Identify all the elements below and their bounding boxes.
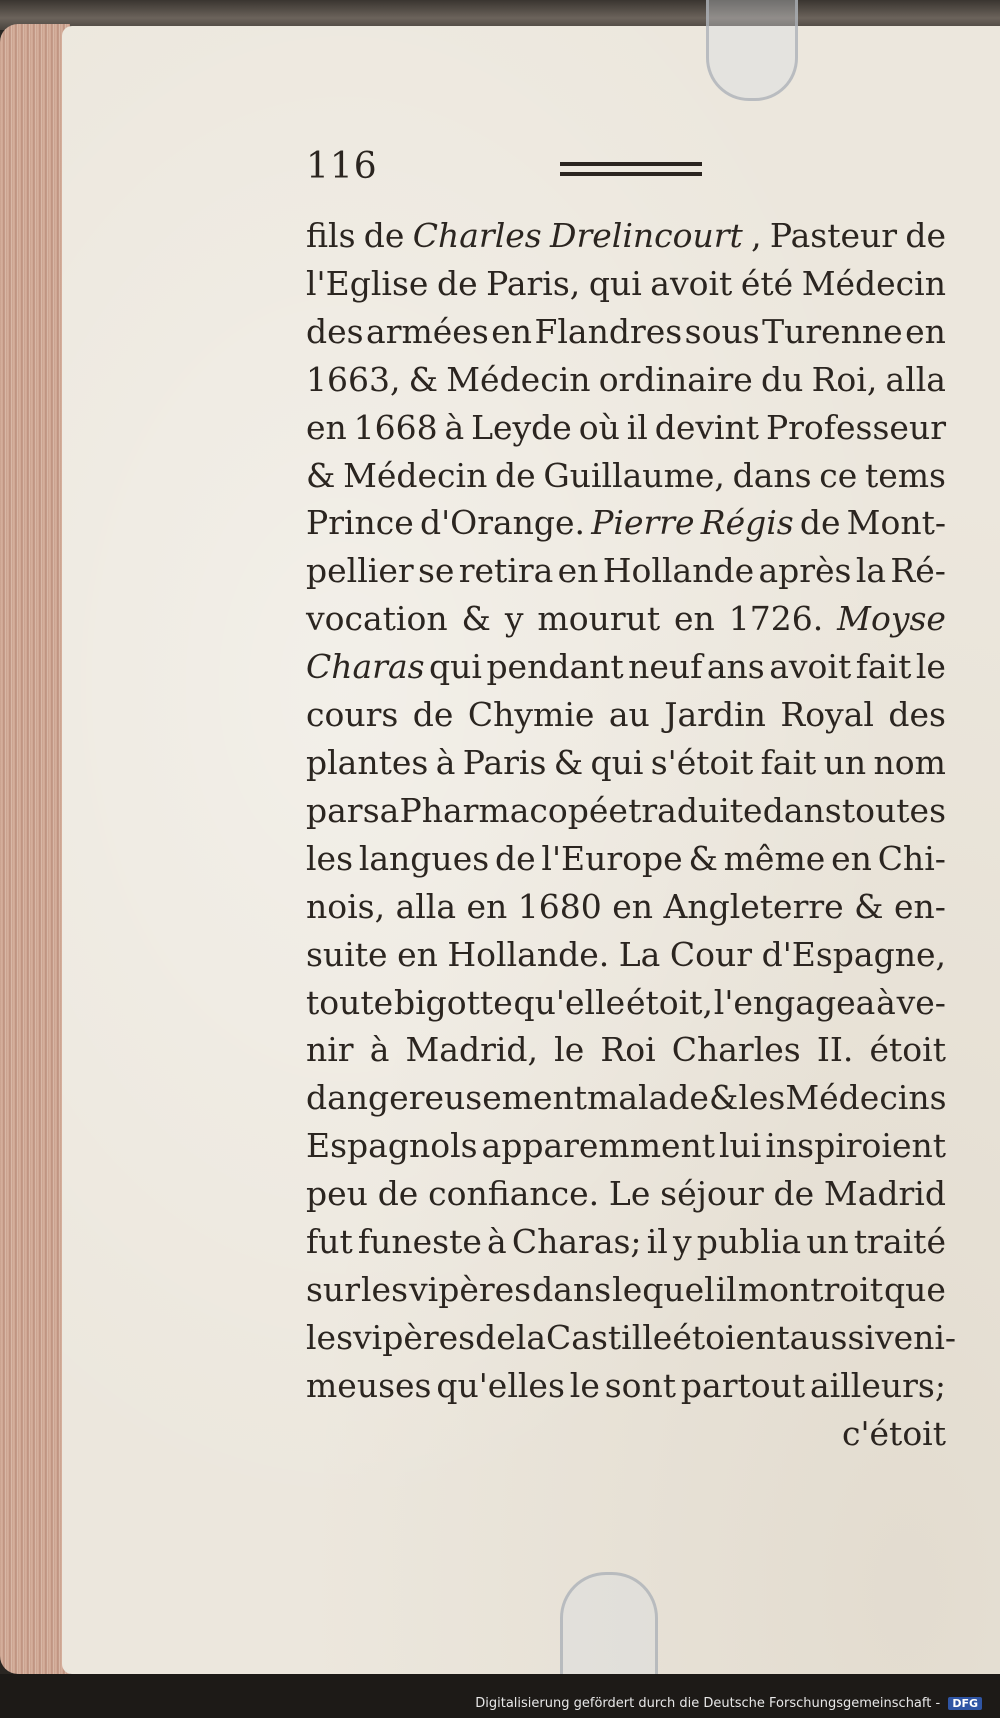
text-word: fils [306,216,356,255]
footer-credit [475,1696,982,1711]
text-word: à [435,742,456,782]
text-word: qu'elle [513,982,626,1022]
text-word: ordinaire [598,359,753,399]
text-word: Charas; [511,1222,642,1262]
text-word: alla [395,886,457,926]
text-word: les [306,1317,354,1357]
text-word: Paris [462,742,547,782]
text-word: Charas [306,647,425,687]
text-word: de [475,1317,516,1357]
header-ornament [560,162,702,176]
text-word: d'Espagne, [761,934,946,974]
text-word: Castille [546,1317,673,1357]
text-word: sont [604,1365,677,1405]
text-word: de [905,216,946,255]
text-word: traité [853,1222,946,1262]
text-word: Chi- [877,838,946,878]
text-word: fut [306,1222,353,1262]
text-word: montroit [737,1269,883,1309]
text-line [306,308,946,356]
text-word: Professeur [765,407,946,447]
text-word: veni- [874,1317,957,1357]
text-line [306,643,946,691]
text-word: même [723,838,826,878]
text-word: en [306,407,347,447]
text-line [306,595,946,643]
footer-credit-text: Digitalisierung gefördert durch die Deutsche Forschungsgemeinschaft - [475,1696,941,1711]
text-word: toutes [841,790,946,830]
text-word: Pasteur [769,216,898,255]
text-word: qui [429,647,482,687]
text-word: par [306,790,363,830]
text-word: meuses [306,1365,432,1405]
text-word: Turenne [762,311,903,351]
text-word: il [626,407,648,447]
text-word: étoient [672,1317,790,1357]
text-word: armées [366,311,489,351]
text-word: de [799,503,841,543]
text-word: au [608,695,650,735]
text-word: en [557,551,599,591]
page-edges [0,24,70,1674]
text-word: publia [696,1222,802,1262]
text-word: dans [762,790,842,830]
text-word: II. [816,1030,854,1070]
text-word: étoit, [625,982,713,1022]
text-word: la [855,551,887,591]
text-word: Hollande [602,551,755,591]
text-word: avoit [650,263,733,303]
text-line [306,787,946,835]
text-word: un [806,1222,849,1262]
text-word: des [306,311,364,351]
text-word: Royal [780,695,874,735]
text-word: partout [680,1365,806,1405]
text-word: d'Orange. [419,503,586,543]
text-word: Médecin [801,263,946,303]
text-line [306,739,946,787]
text-line [306,1026,946,1074]
text-line [306,1074,946,1122]
text-word: , [751,216,762,255]
text-word: un [823,742,867,782]
text-word: de [412,695,454,735]
text-word: Prince [306,503,414,543]
text-word: & [688,838,718,878]
text-word: Angleterre [663,886,844,926]
text-word: Guillaume, [543,455,725,495]
text-word: à [369,1030,390,1070]
text-word: en- [893,886,946,926]
text-word: les [360,1269,409,1309]
text-line [306,1362,946,1410]
text-line [306,1122,946,1170]
text-word: du [760,359,804,399]
text-word: qui [588,263,642,303]
text-word: Pierre [591,503,695,543]
text-word: à [487,1222,507,1262]
text-word: devint [654,407,760,447]
text-word: aussi [789,1317,875,1357]
text-word: Le [608,1174,651,1214]
text-word: sa [362,790,400,830]
text-word: Roi [600,1030,656,1070]
text-word: 1726. [728,599,824,639]
text-word: peu [306,1174,368,1214]
text-word: langues [358,838,490,878]
text-word: 1680 [517,886,602,926]
text-word: en [491,311,533,351]
text-word: plantes [306,742,429,782]
text-word: se [417,551,455,591]
text-word: en [466,886,508,926]
text-word: dans [532,1269,612,1309]
text-word: & [408,359,439,399]
text-line [306,883,946,931]
text-word: nom [873,742,946,782]
text-word: Cour [669,934,753,974]
text-word: Pharmacopée [399,790,628,830]
text-word: les [738,1078,786,1118]
text-word: fait [760,742,817,782]
text-word: avoit [769,647,852,687]
text-word: Jardin [664,695,766,735]
text-word: ailleurs; [809,1365,946,1405]
text-word: funeste [357,1222,482,1262]
text-word: à [444,407,465,447]
text-word: de [773,1174,815,1214]
text-word: sous [684,311,760,351]
text-word: malade [587,1078,709,1118]
text-word: été [740,263,794,303]
text-word: alla [885,359,946,399]
text-line [306,260,946,308]
text-word: Moyse [837,599,946,639]
text-word: toute [306,982,394,1022]
text-word: 1663, [306,359,401,399]
text-line [306,1218,946,1266]
text-word: Régis [700,503,794,543]
text-word: ce [819,455,858,495]
dfg-logo: DFG [948,1697,982,1710]
text-word: Espagnols [306,1126,478,1166]
text-word: en [397,934,438,974]
text-word: de [377,1174,419,1214]
text-word: vocation [306,599,448,639]
text-word: La [618,934,661,974]
text-word: 1668 [353,407,438,447]
text-word: confiance. [428,1174,600,1214]
text-word: Hollande. [447,934,610,974]
text-word: il [646,1222,668,1262]
text-line [306,1314,957,1362]
text-word: lequel [612,1269,715,1309]
text-word: l'Eglise [306,263,429,303]
text-word: pellier [306,551,414,591]
text-word: en [612,886,654,926]
text-word: de [494,838,536,878]
text-word: les [306,838,354,878]
text-word: Médecin [446,359,591,399]
text-word: inspiroient [765,1126,946,1166]
text-line [306,452,946,500]
text-word: Flandres [534,311,683,351]
text-word: en [831,838,872,878]
text-word: la [515,1317,547,1357]
text-word: bigotte [394,982,513,1022]
text-word: le [569,1365,600,1405]
text-word: & [708,1078,739,1118]
text-word: ans [706,647,765,687]
text-word: Drelincourt [550,216,743,255]
text-word: Leyde [471,407,572,447]
text-line [306,1266,946,1314]
text-line [306,1170,946,1218]
text-word: où [578,407,620,447]
text-line [306,835,946,883]
text-word: traduite [628,790,763,830]
text-line [306,691,946,739]
text-word: Paris, [486,263,581,303]
page-header [306,146,946,196]
text-word: vipères [353,1317,476,1357]
text-line [306,404,946,452]
text-word: de [363,216,405,255]
text-line [306,499,946,547]
text-word: que [884,1269,946,1309]
catchword-text: c'étoit [841,1413,946,1453]
text-word: Roi, [811,359,878,399]
text-word: & [461,599,491,639]
text-word: Médecin [343,455,488,495]
text-word: Médecins [785,1078,947,1118]
text-word: Chymie [467,695,595,735]
text-line [306,979,946,1027]
text-word: lui [719,1126,762,1166]
text-word: & [306,455,336,495]
text-word: en [905,311,946,351]
text-word: Ré- [890,551,946,591]
text-word: des [888,695,946,735]
text-word: à [876,982,896,1022]
text-word: en [674,599,715,639]
text-word: il [715,1269,737,1309]
text-word: apparemment [481,1126,716,1166]
text-line [306,931,946,979]
text-word: mourut [537,599,661,639]
text-word: dangereusement [306,1078,588,1118]
text-word: le [554,1030,585,1070]
text-word: séjour [660,1174,764,1214]
text-line [306,356,946,404]
text-word: retira [458,551,554,591]
catchword [306,1410,946,1458]
text-word: dans [732,455,812,495]
text-word: de [495,455,536,495]
text-word: l'Europe [541,838,683,878]
text-word: y [672,1222,692,1262]
text-word: qui [590,742,644,782]
text-word: tems [864,455,946,495]
text-line [306,212,946,260]
text-word: le [915,647,946,687]
page-clip-bottom [560,1572,658,1685]
text-word: de [436,263,478,303]
text-word: nir [306,1030,354,1070]
text-word: nois, [306,886,386,926]
text-word: vipères [409,1269,532,1309]
text-word: neuf [628,647,703,687]
text-word: fait [855,647,912,687]
text-line [306,547,946,595]
text-word: Madrid, [405,1030,539,1070]
text-word: sur [306,1269,360,1309]
text-word: étoit [869,1030,946,1070]
text-word: s'étoit [650,742,754,782]
body-text [306,212,957,1458]
text-word: qu'elles [436,1365,565,1405]
text-word: y [504,599,524,639]
text-word: Mont- [846,503,946,543]
text-word: suite [306,934,388,974]
text-word: l'engagea [713,982,876,1022]
text-word: & [553,742,584,782]
text-word: ve- [896,982,946,1022]
text-word: Charles [412,216,542,255]
page-number: 116 [306,146,378,187]
text-word: Madrid [823,1174,946,1214]
text-word: Charles [671,1030,801,1070]
text-word: cours [306,695,399,735]
text-word: pendant [486,647,624,687]
page-clip-top [706,0,798,101]
text-word: & [854,886,884,926]
text-word: après [758,551,852,591]
